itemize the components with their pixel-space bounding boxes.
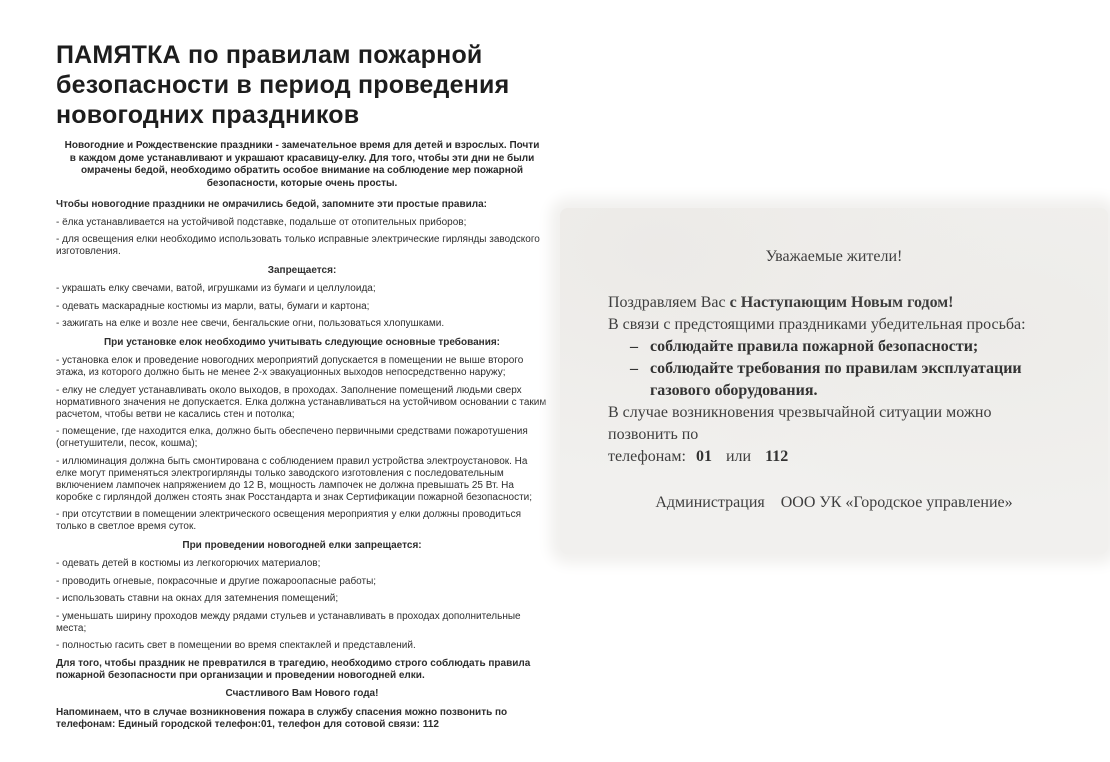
phone-number-01: 01 [695, 448, 712, 465]
residents-notice-page [608, 246, 1060, 514]
memo-bullet: - при отсутствии в помещении электрического освещения мероприятия у елки должны проводиться только в светлое время суток. [56, 509, 521, 532]
notice-request-intro: В связи с предстоящими праздниками убедительная просьба: [608, 316, 1026, 333]
memo-intro-paragraph: Новогодние и Рождественские праздники - замечательное время для детей и взрослых. Почти в каждом доме устанавливают и украшают красавицу-елку. Для того, чтобы эти дни не были омрачены бедой, необходимо обратить особое внимание на соблюдение мер пожарной безопасности, которые очень просты. [64, 140, 540, 189]
dash-marker: – [630, 338, 638, 355]
memo-conclusion: Для того, чтобы праздник не превратился в трагедию, необходимо строго соблюдать правила пожарной безопасности при организации и проведении новогодней елки. [56, 657, 531, 681]
memo-bullet: - ёлка устанавливается на устойчивой подставке, подальше от отопительных приборов; [56, 216, 467, 228]
memo-section-heading-forbidden: Запрещается: [267, 264, 337, 276]
phone-number-112: 112 [765, 448, 789, 465]
notice-greeting-line [608, 292, 1060, 314]
memo-bullet: - уменьшать ширину проходов между рядами стульев и устанавливать в проходах дополнительные места; [56, 610, 521, 634]
signature-organization: ООО УК «Городское управление» [780, 494, 1013, 511]
memo-bullet: - одевать маскарадные костюмы из марли, ваты, бумаги и картона; [56, 300, 370, 312]
memo-bullet: - проводить огневые, покрасочные и другие пожароопасные работы; [56, 575, 377, 587]
memo-bullet: - установка елок и проведение новогодних мероприятий допускается в помещении не выше второго этажа, из которого должно быть не менее 2-х эвакуационных выходов непосредственно наружу; [56, 355, 524, 378]
memo-greeting: Счастливого Вам Нового года! [225, 688, 379, 699]
dash-marker: – [630, 360, 638, 377]
phones-conjunction: или [725, 448, 752, 465]
greeting-prefix: Поздравляем Вас [608, 294, 726, 311]
signature-label: Администрация [655, 494, 765, 511]
emergency-line-1: В случае возникновения чрезвычайной ситуации можно позвонить по [608, 404, 992, 443]
memo-section-heading-installation: При установке елок необходимо учитывать следующие основные требования: [103, 336, 501, 348]
memo-phones-reminder: Напоминаем, что в случае возникновения пожара в службу спасения можно позвонить по телефонам: Единый городской телефон:01, телефон для сотовой связи: 112 [56, 706, 508, 730]
memo-bullet: - одевать детей в костюмы из легкогорючих материалов; [56, 558, 321, 569]
memo-bullet: - украшать елку свечами, ватой, игрушками из бумаги и целлулоида; [56, 283, 376, 294]
greeting-bold: с Наступающим Новым годом! [729, 294, 954, 311]
list-item [608, 336, 1060, 358]
memo-bullet: - помещение, где находится елка, должно быть обеспечено первичными средствами пожаротушения (огнетушители, песок, кошма); [56, 426, 528, 449]
notice-request-list [608, 336, 1060, 402]
memo-bullet: - елку не следует устанавливать около выходов, в проходах. Заполнение помещений людьми сверх нормативного значения не допускается. Елка должна устанавливаться на устойчивом основании с таким расчетом, чтобы ветви не касались стен и потолка; [56, 384, 547, 420]
memo-title-line-1: ПАМЯТКА по правилам пожарной [56, 41, 483, 69]
memo-title [56, 40, 548, 130]
notice-heading: Уважаемые жители! [765, 248, 903, 265]
memo-section-heading-event: При проведении новогодней елки запрещается: [182, 539, 422, 551]
memo-title-line-2: безопасности в период проведения [56, 71, 510, 99]
memo-bullet: - для освещения елки необходимо использовать только исправные электрические гирлянды заводского изготовления. [56, 234, 540, 257]
memo-bullet: - иллюминация должна быть смонтирована с соблюдением правил устройства электроустановок. На елке могут применяться электрогирлянды только заводского изготовления с последовательным включением лампочек напряжением до 12 В, мощность лампочек не должна превышать 25 Вт. На коробке с гирляндой должен стоять знак Росстандарта и знак Сертификации пожарной безопасности; [56, 455, 533, 503]
memo-title-line-3: новогодних праздников [56, 101, 360, 129]
memo-rules-lead: Чтобы новогодние праздники не омрачились бедой, запомните эти простые правила: [56, 199, 488, 210]
memo-bullet: - полностью гасить свет в помещении во время спектаклей и представлений. [56, 640, 416, 651]
phones-prefix: телефонам: [608, 448, 686, 465]
memo-bullet: - зажигать на елке и возле нее свечи, бенгальские огни, пользоваться хлопушками. [56, 318, 445, 329]
notice-signature [608, 492, 1060, 514]
fire-safety-memo-page [56, 40, 548, 736]
emergency-line-2 [608, 446, 1060, 468]
bullet-text: соблюдайте требования по правилам эксплуатации газового оборудования. [650, 360, 1022, 399]
memo-body [56, 199, 548, 731]
list-item [608, 358, 1060, 402]
bullet-text: соблюдайте правила пожарной безопасности; [650, 338, 979, 355]
memo-bullet: - использовать ставни на окнах для затемнения помещений; [56, 593, 339, 604]
